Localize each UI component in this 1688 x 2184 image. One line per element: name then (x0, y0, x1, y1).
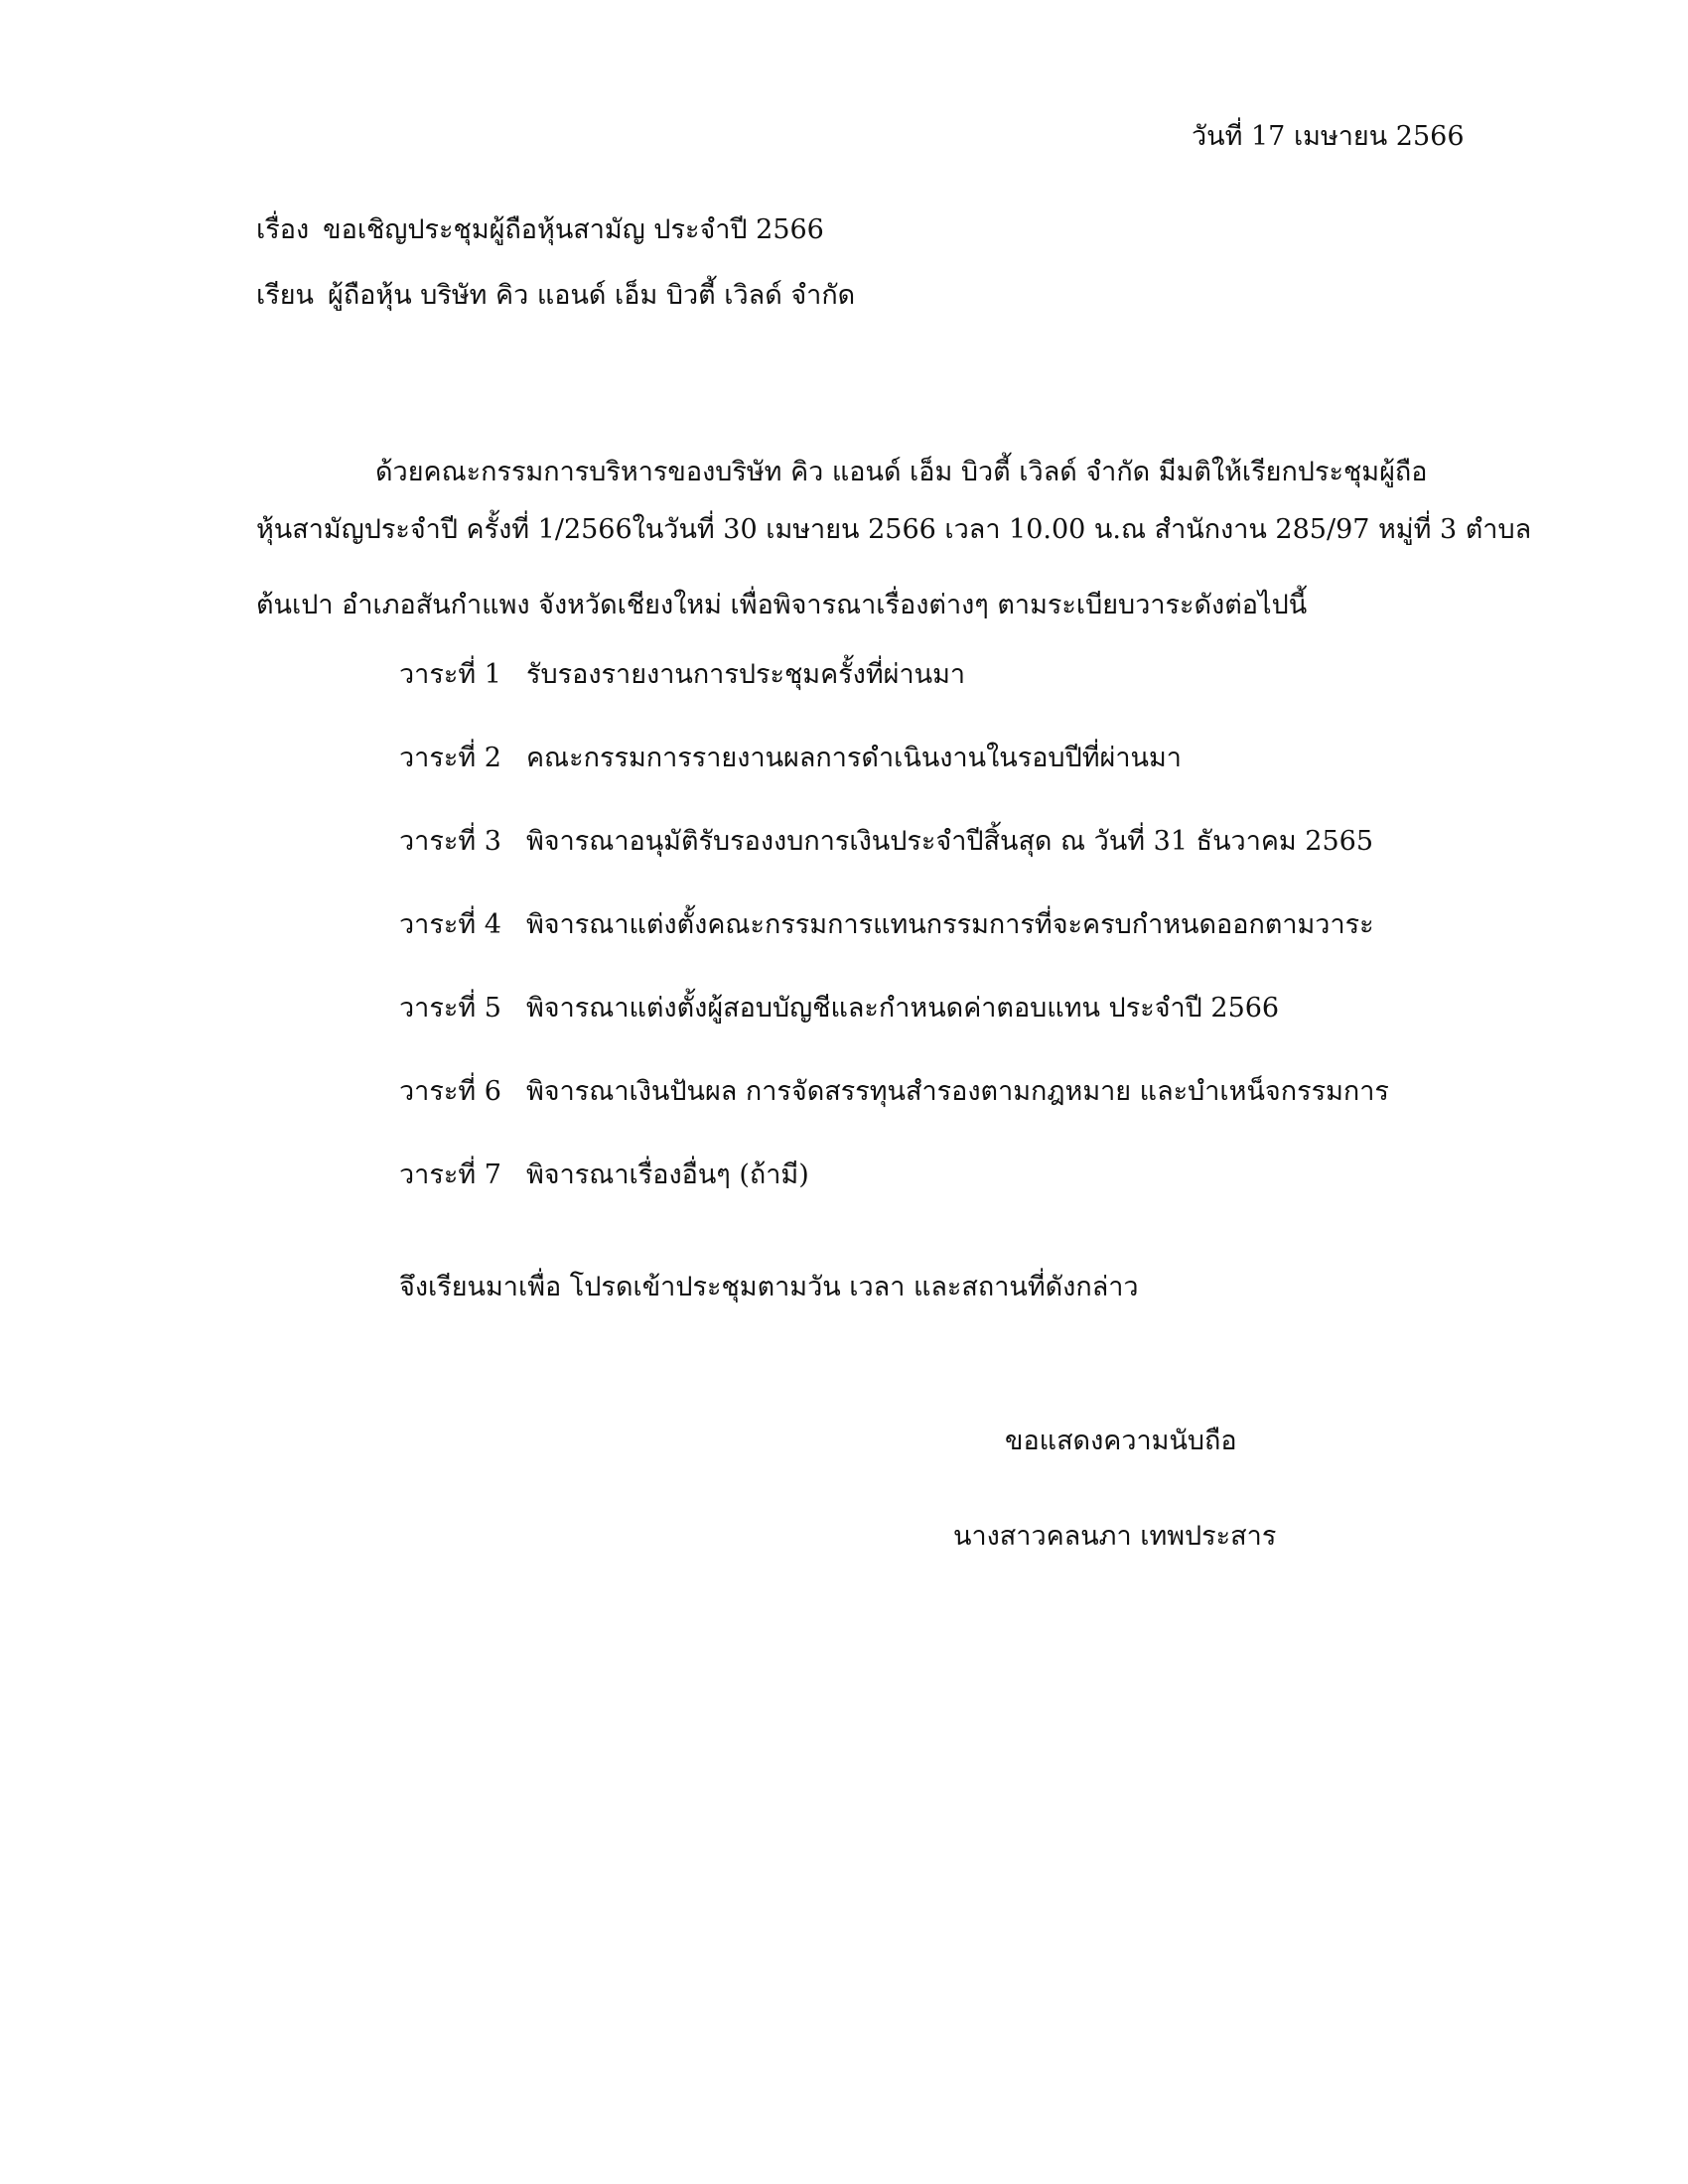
agenda-item-1 (399, 655, 1389, 739)
agenda-number: วาระที่ 7 (399, 1160, 501, 1190)
agenda-text: คณะกรรมการรายงานผลการดำเนินงานในรอบปีที่ผ่านมา (526, 743, 1182, 773)
agenda-item-6 (399, 1072, 1389, 1156)
agenda-number: วาระที่ 6 (399, 1076, 501, 1107)
regards-line: ขอแสดงความนับถือ (1005, 1426, 1237, 1456)
body-line-2: หุ้นสามัญประจำปี ครั้งที่ 1/2566ในวันที่ 30 เมษายน 2566 เวลา 10.00 น.ณ สำนักงาน 285/97 หมู่ที่ 3 ตำบล (256, 514, 1532, 545)
agenda-text: พิจารณาเงินปันผล การจัดสรรทุนสำรองตามกฎหมาย และบำเหน็จกรรมการ (526, 1076, 1389, 1107)
closing-line: จึงเรียนมาเพื่อ โปรดเข้าประชุมตามวัน เวลา และสถานที่ดังกล่าว (399, 1272, 1139, 1302)
subject-label: เรื่อง (256, 214, 310, 245)
recipient-text: ผู้ถือหุ้น บริษัท คิว แอนด์ เอ็ม บิวตี้ เวิลด์ จำกัด (328, 280, 856, 311)
agenda-text: พิจารณาอนุมัติรับรองงบการเงินประจำปีสิ้นสุด ณ วันที่ 31 ธันวาคม 2565 (526, 826, 1374, 857)
agenda-item-3 (399, 822, 1389, 905)
signatory-name: นางสาวคลนภา เทพประสาร (953, 1521, 1277, 1552)
agenda-item-5 (399, 989, 1389, 1072)
agenda-item-7 (399, 1156, 1389, 1239)
agenda-text: พิจารณาแต่งตั้งผู้สอบบัญชีและกำหนดค่าตอบแทน ประจำปี 2566 (526, 993, 1280, 1024)
agenda-number: วาระที่ 5 (399, 993, 501, 1024)
subject-text: ขอเชิญประชุมผู้ถือหุ้นสามัญ ประจำปี 2566 (323, 214, 824, 245)
subject-line (256, 210, 824, 250)
agenda-item-4 (399, 905, 1389, 989)
agenda-number: วาระที่ 3 (399, 826, 501, 857)
letter-date: วันที่ 17 เมษายน 2566 (1192, 121, 1465, 152)
agenda-text: รับรองรายงานการประชุมครั้งที่ผ่านมา (526, 659, 966, 690)
agenda-number: วาระที่ 1 (399, 659, 501, 690)
agenda-item-2 (399, 739, 1389, 822)
body-line-3: ต้นเปา อำเภอสันกำแพง จังหวัดเชียงใหม่ เพื่อพิจารณาเรื่องต่างๆ ตามระเบียบวาระดังต่อไปนี้ (256, 590, 1308, 620)
agenda-text: พิจารณาเรื่องอื่นๆ (ถ้ามี) (526, 1160, 809, 1190)
body-line-1: ด้วยคณะกรรมการบริหารของบริษัท คิว แอนด์ เอ็ม บิวตี้ เวิลด์ จำกัด มีมติให้เรียกประชุมผู้ถือ (375, 457, 1428, 487)
agenda-number: วาระที่ 4 (399, 909, 501, 940)
recipient-label: เรียน (256, 280, 315, 311)
recipient-line (256, 276, 855, 316)
agenda-number: วาระที่ 2 (399, 743, 501, 773)
agenda-text: พิจารณาแต่งตั้งคณะกรรมการแทนกรรมการที่จะครบกำหนดออกตามวาระ (526, 909, 1374, 940)
agenda-list (399, 655, 1389, 1239)
